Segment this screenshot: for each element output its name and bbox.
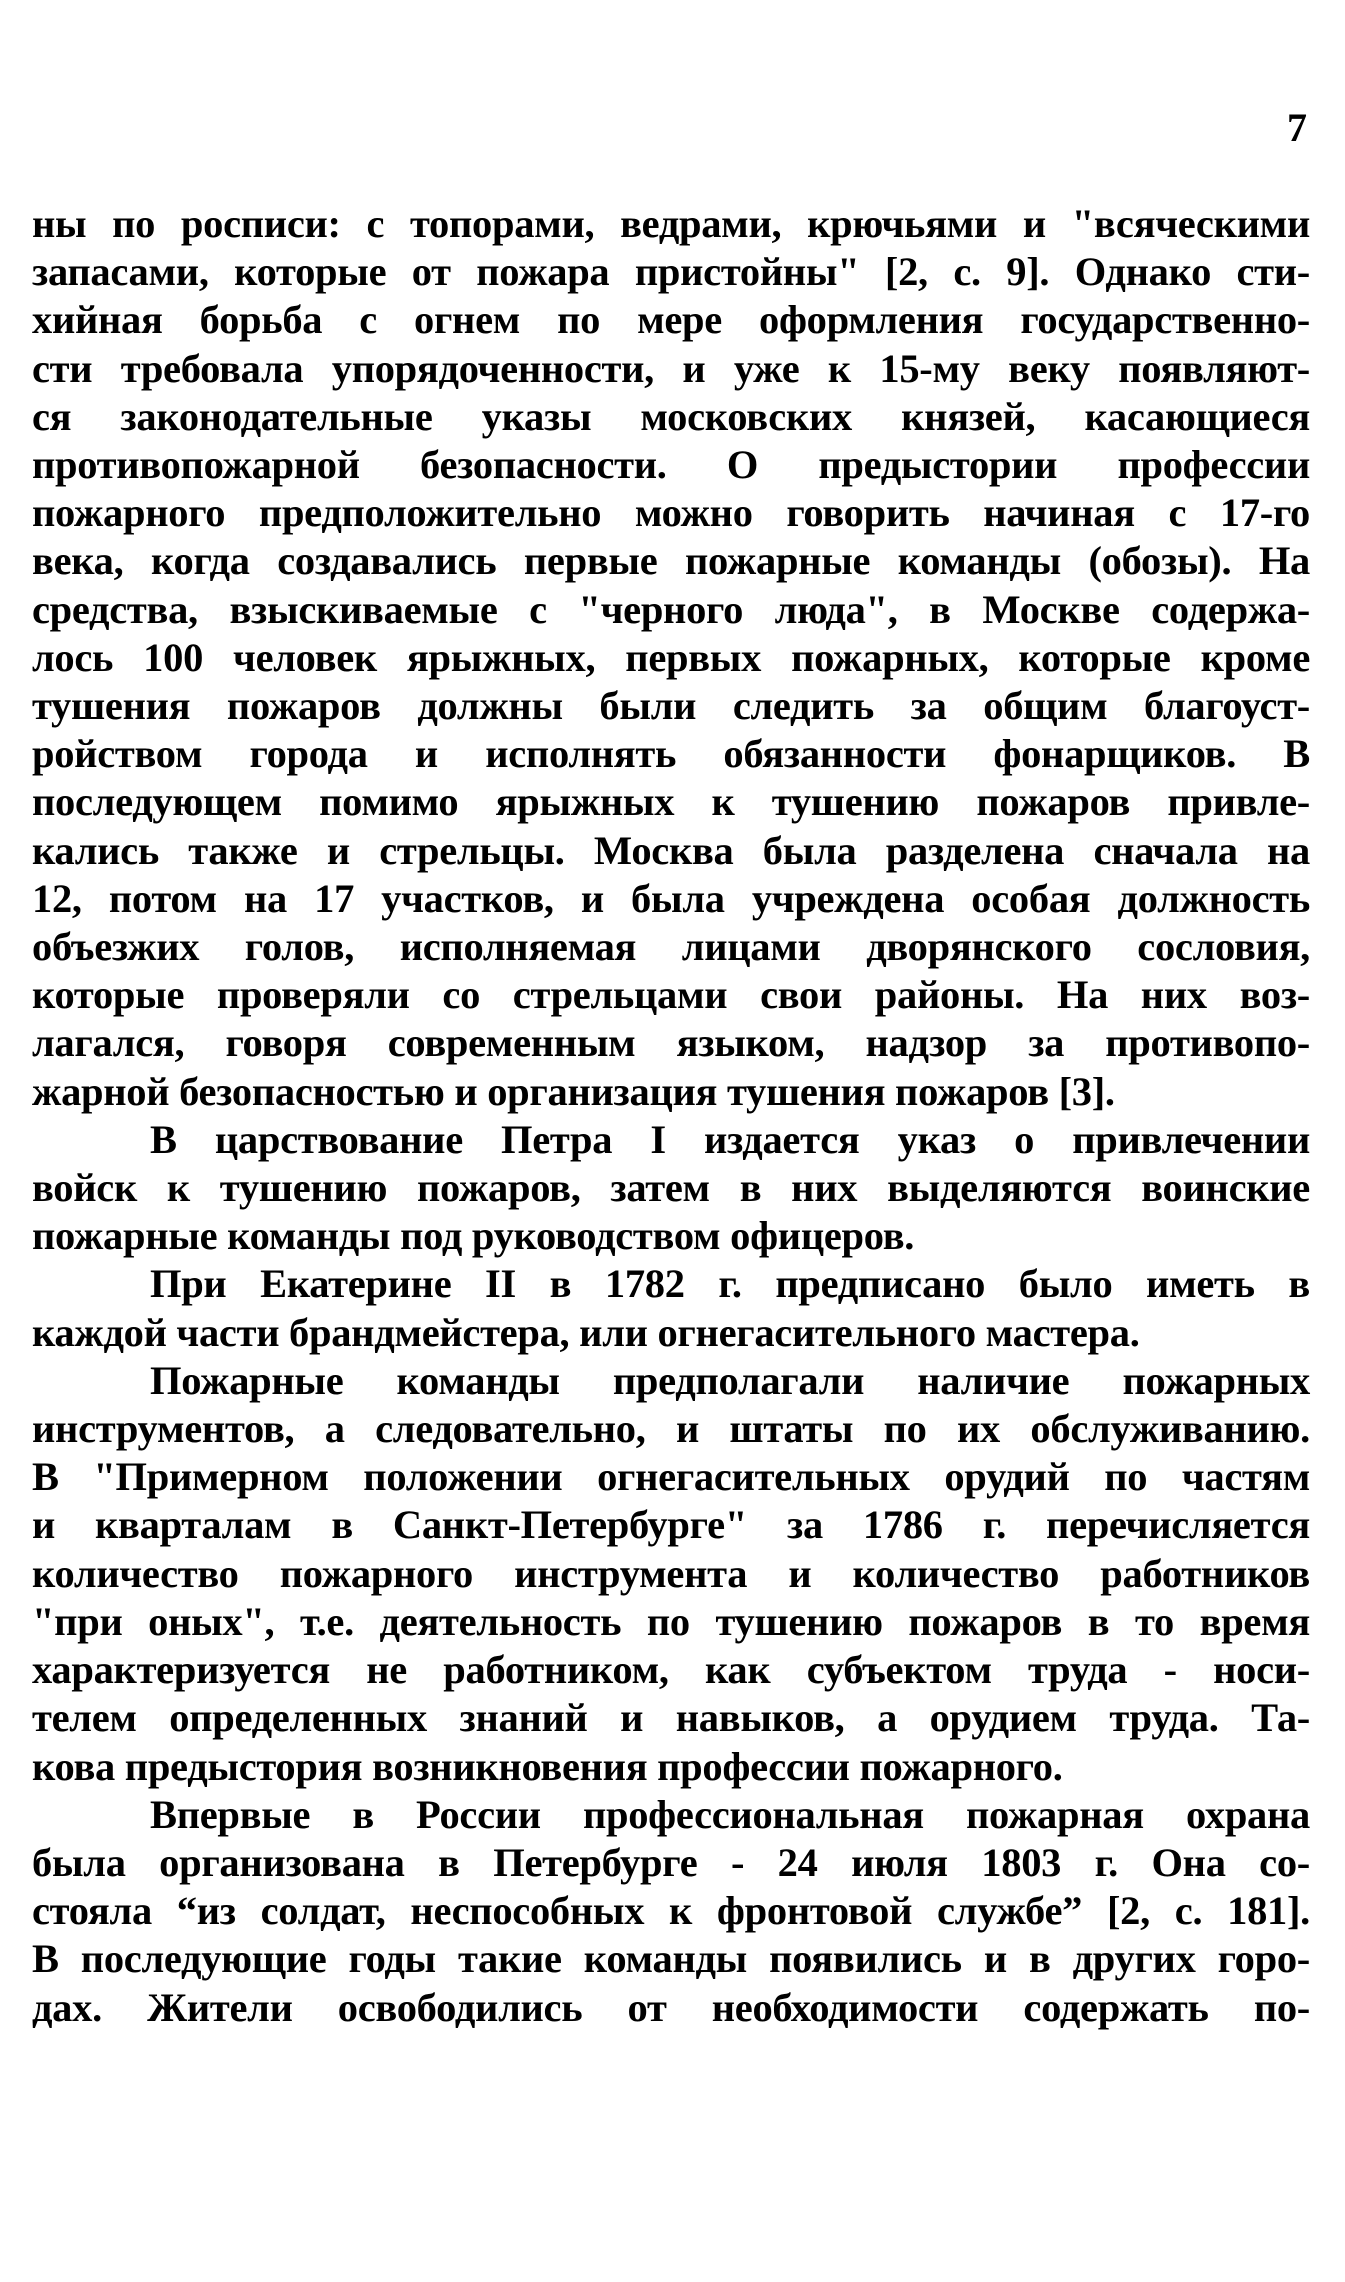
paragraph: [32, 1260, 1310, 1356]
text-line: кова предыстория возникновения профессии пожарного.: [32, 1743, 1063, 1789]
text-line: лагался, говоря современным языком, надзор за противопо-: [32, 1020, 1310, 1066]
text-line: В последующие годы такие команды появились и в других горо-: [32, 1936, 1310, 1982]
text-line: войск к тушению пожаров, затем в них выделяются воинские: [32, 1165, 1310, 1211]
text-line: объезжих голов, исполняемая лицами дворянского сословия,: [32, 924, 1310, 970]
text-line: ся законодательные указы московских князей, касающиеся: [32, 393, 1310, 439]
paragraph: [32, 1357, 1310, 1791]
text-line: При Екатерине II в 1782 г. предписано было иметь в: [150, 1261, 1310, 1307]
text-line: Пожарные команды предполагали наличие пожарных: [150, 1357, 1310, 1403]
text-line: запасами, которые от пожара пристойны" [2, с. 9]. Однако сти-: [32, 249, 1310, 295]
text-line: последующем помимо ярыжных к тушению пожаров привле-: [32, 779, 1310, 825]
paragraph: [32, 1791, 1310, 2032]
text-line: века, когда создавались первые пожарные команды (обозы). На: [32, 538, 1310, 584]
paragraph: [32, 1116, 1310, 1261]
text-line: "при оных", т.е. деятельность по тушению пожаров в то время: [32, 1598, 1310, 1644]
text-line: жарной безопасностью и организация тушения пожаров [3].: [32, 1068, 1115, 1114]
text-line: тушения пожаров должны были следить за общим благоуст-: [32, 683, 1310, 729]
text-line: стояла “из солдат, неспособных к фронтовой службе” [2, с. 181].: [32, 1888, 1310, 1934]
text-line: дах. Жители освободились от необходимости содержать по-: [32, 1984, 1310, 2030]
text-line: телем определенных знаний и навыков, а орудием труда. Та-: [32, 1695, 1310, 1741]
text-line: была организована в Петербурге - 24 июля 1803 г. Она со-: [32, 1839, 1310, 1885]
text-line: сти требовала упорядоченности, и уже к 15-му веку появляют-: [32, 345, 1310, 391]
text-line: 12, потом на 17 участков, и была учреждена особая должность: [32, 875, 1310, 921]
text-line: В "Примерном положении огнегасительных орудий по частям: [32, 1454, 1310, 1500]
text-line: кались также и стрельцы. Москва была разделена сначала на: [32, 827, 1310, 873]
text-line: пожарного предположительно можно говорить начиная с 17-го: [32, 490, 1310, 536]
text-line: пожарные команды под руководством офицеров.: [32, 1213, 915, 1259]
text-line: В царствование Петра I издается указ о привлечении: [150, 1116, 1310, 1162]
text-line: лось 100 человек ярыжных, первых пожарных, которые кроме: [32, 634, 1310, 680]
text-block: [32, 200, 1310, 2032]
text-line: ройством города и исполнять обязанности фонарщиков. В: [32, 731, 1310, 777]
text-line: средства, взыскиваемые с "черного люда", в Москве содержа-: [32, 586, 1310, 632]
text-line: Впервые в России профессиональная пожарная охрана: [150, 1791, 1310, 1837]
text-line: противопожарной безопасности. О предыстории профессии: [32, 442, 1310, 488]
text-line: которые проверяли со стрельцами свои районы. На них воз-: [32, 972, 1310, 1018]
text-line: характеризуется не работником, как субъектом труда - носи-: [32, 1647, 1310, 1693]
paragraph: [32, 200, 1310, 1116]
text-line: ны по росписи: с топорами, ведрами, крючьями и "всяческими: [32, 201, 1310, 246]
text-line: хийная борьба с огнем по мере оформления государственно-: [32, 297, 1310, 343]
page-number: 7: [1287, 105, 1307, 150]
text-line: инструментов, а следовательно, и штаты по их обслуживанию.: [32, 1406, 1310, 1452]
text-line: каждой части брандмейстера, или огнегасительного мастера.: [32, 1309, 1140, 1355]
text-line: количество пожарного инструмента и количество работников: [32, 1550, 1310, 1596]
text-line: и кварталам в Санкт-Петербурге" за 1786 г. перечисляется: [32, 1502, 1310, 1548]
